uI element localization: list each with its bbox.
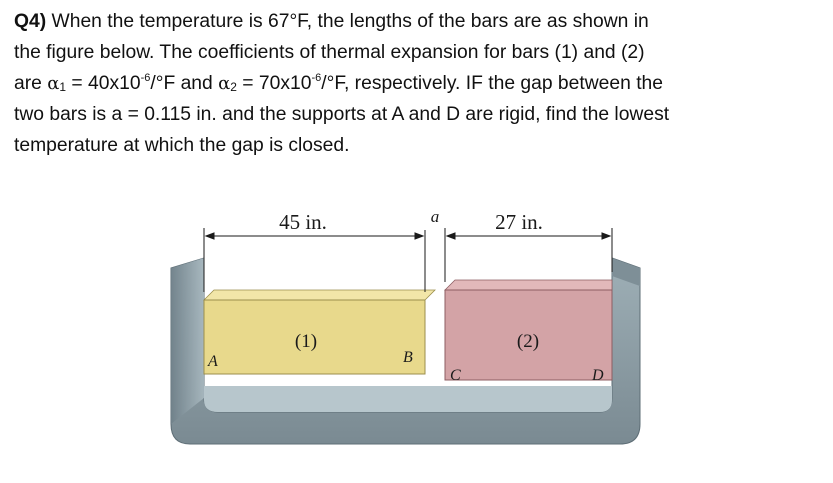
- arrow-bar-1-right: [415, 233, 423, 239]
- question-number: Q4): [14, 11, 47, 32]
- bar-1-label: (1): [294, 331, 318, 352]
- alpha-1-exponent: -6: [140, 72, 151, 84]
- question-line-4: two bars is a = 0.115 in. and the supports at A and D are rigid, find the lowest: [14, 104, 670, 125]
- bar-1-top-face: [204, 290, 435, 300]
- support-left-wall: [171, 258, 204, 424]
- point-label-A: A: [208, 353, 218, 370]
- question-line-2: the figure below. The coefficients of thermal expansion for bars (1) and (2): [14, 42, 645, 63]
- arrow-bar-1-left: [206, 233, 214, 239]
- question-line-1-text: When the temperature is 67°F, the lengths of the bars are as shown in: [51, 11, 649, 32]
- alpha-1-subscript: 1: [59, 80, 67, 94]
- alpha-1-symbol: α: [47, 73, 60, 94]
- dimension-label-bar-1: 45 in.: [279, 210, 327, 234]
- alpha-2-value: = 70x10: [236, 73, 312, 94]
- line-3-prefix: are: [14, 73, 48, 94]
- alpha-unit-tail: /°F, respectively. IF the gap between the: [321, 73, 663, 94]
- arrow-bar-2-right: [602, 233, 610, 239]
- dimension-label-bar-2: 27 in.: [495, 210, 543, 234]
- arrow-bar-2-left: [447, 233, 455, 239]
- bar-2: [445, 280, 612, 380]
- support-inner-floor: [204, 386, 612, 412]
- bar-2-label: (2): [516, 331, 540, 352]
- alpha-2-subscript: 2: [230, 80, 237, 94]
- point-label-C: C: [450, 367, 461, 384]
- alpha-1-value: = 40x10: [66, 73, 141, 94]
- point-label-B: B: [403, 349, 413, 366]
- question-line-5: temperature at which the gap is closed.: [14, 135, 350, 156]
- alpha-2-symbol: α: [218, 73, 231, 94]
- alpha-2-exponent: -6: [311, 72, 322, 84]
- point-label-D: D: [592, 367, 604, 384]
- bar-1: [204, 290, 435, 374]
- bar-2-top-face: [445, 280, 612, 290]
- alpha-unit-and: /°F and: [150, 73, 219, 94]
- dimension-label-gap: a: [430, 207, 440, 226]
